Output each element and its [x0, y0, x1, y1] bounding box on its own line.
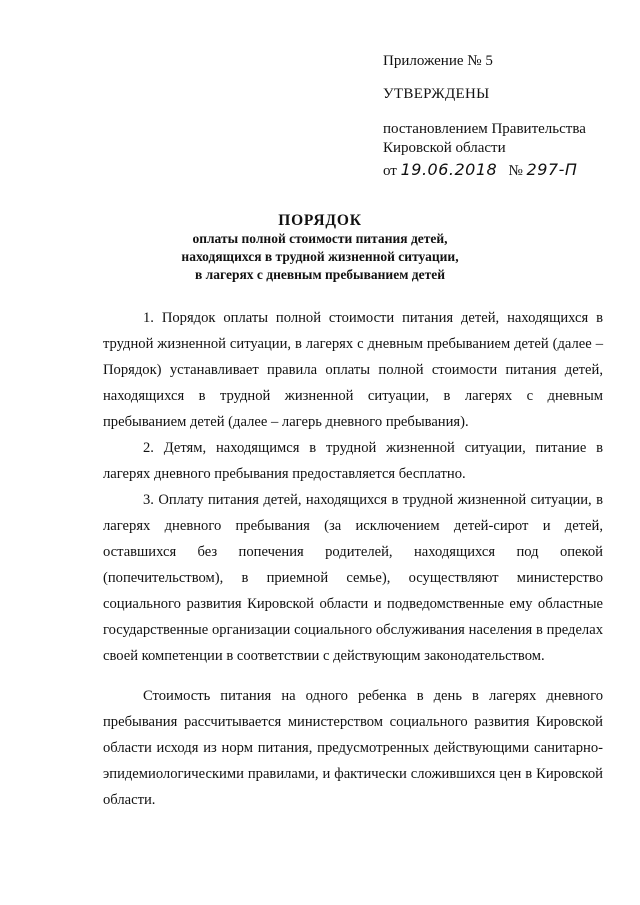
- document-subtitle-line-1: оплаты полной стоимости питания детей,: [192, 231, 448, 246]
- document-subtitle-line-3: в лагерях с дневным пребыванием детей: [195, 267, 445, 282]
- date-prefix: от: [383, 163, 397, 179]
- paragraph-1: 1. Порядок оплаты полной стоимости питания детей, находящихся в трудной жизненной ситуации, в лагерях с дневным пребыванием детей (далее – Порядок) устанавливает правила оплаты полной стоимости питания детей, находящихся в трудной жизненной ситуации, в лагерях с дневным пребыванием детей (далее – лагерь дневного пребывания).: [103, 310, 603, 430]
- number-prefix: №: [508, 163, 523, 179]
- decree-number: 297-П: [526, 160, 578, 179]
- document-subtitle-line-2: находящихся в трудной жизненной ситуации,: [181, 249, 459, 264]
- paragraph-2: 2. Детям, находящимся в трудной жизненной ситуации, питание в лагерях дневного пребывания предоставляется бесплатно.: [103, 440, 603, 482]
- decree-date: 19.06.2018: [400, 160, 498, 179]
- approved-by-line: постановлением Правительства: [383, 121, 586, 137]
- appendix-label: Приложение № 5: [383, 53, 493, 69]
- document-title-block: [0, 211, 640, 284]
- document-body: [103, 305, 603, 813]
- region-line: Кировской области: [383, 140, 506, 156]
- approved-label: УТВЕРЖДЕНЫ: [383, 86, 490, 102]
- approval-block: [383, 52, 623, 181]
- paragraph-4: Стоимость питания на одного ребенка в день в лагерях дневного пребывания рассчитывается министерством социального развития Кировской области исходя из норм питания, предусмотренных действующими санитарно-эпидемиологическими правилами, и фактически сложившихся цен в Кировской области.: [103, 688, 603, 808]
- document-title: ПОРЯДОК: [278, 212, 362, 229]
- paragraph-3: 3. Оплату питания детей, находящихся в трудной жизненной ситуации, в лагерях дневного пребывания (за исключением детей-сирот и детей, оставшихся без попечения родителей, находящихся под опекой (попечительством), в приемной семье), осуществляют министерство социального развития Кировской области и подведомственные ему областные государственные организации социального обслуживания населения в пределах своей компетенции в соответствии с действующим законодательством.: [103, 492, 603, 664]
- decree-date-line: [383, 160, 623, 181]
